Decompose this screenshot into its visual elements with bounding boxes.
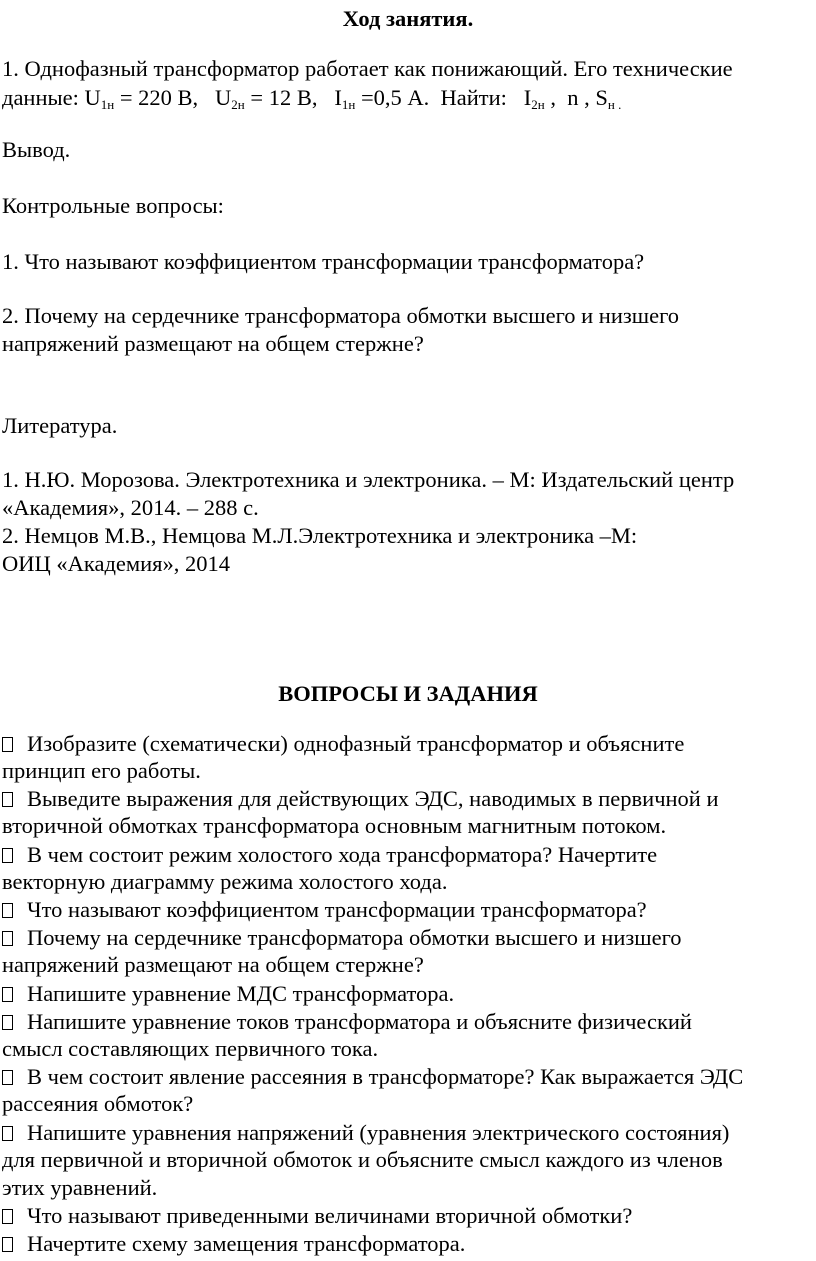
list-item-continuation: вторичной обмотках трансформатора основным магнитным потоком. <box>2 813 667 838</box>
i1-value: =0,5 А. Найти: <box>355 85 524 110</box>
missing-glyph-box-icon <box>2 931 13 946</box>
task-line-2 <box>2 84 621 111</box>
list-item-continuation: векторную диаграмму режима холостого хода. <box>2 869 448 894</box>
list-item: Напишите уравнение токов трансформатора и объясните физический <box>2 1008 692 1035</box>
find-separator: , n , <box>544 85 596 110</box>
i2-subscript: 2н <box>531 97 545 112</box>
missing-glyph-box-icon <box>2 903 13 918</box>
missing-glyph-box-icon <box>2 737 13 752</box>
missing-glyph-box-icon <box>2 1237 13 1252</box>
literature-ref-2-line-2: ОИЦ «Академия», 2014 <box>2 551 231 576</box>
s-symbol: S <box>595 85 608 110</box>
missing-glyph-box-icon <box>2 1209 13 1224</box>
list-item: Почему на сердечнике трансформатора обмотки высшего и низшего <box>2 924 682 951</box>
i1-symbol: I <box>334 85 342 110</box>
u2-subscript: 2н <box>231 97 245 112</box>
literature-ref-1-line-1: 1. Н.Ю. Морозова. Электротехника и электроника. – М: Издательский центр <box>2 467 735 492</box>
missing-glyph-box-icon <box>2 1015 13 1030</box>
u1-value: = 220 В, <box>114 85 216 110</box>
u2-value: = 12 В, <box>244 85 335 110</box>
u1-symbol: U <box>84 85 101 110</box>
list-item: Изобразите (схематически) однофазный трансформатор и объясните <box>2 730 684 757</box>
control-question-1: 1. Что называют коэффициентом трансформации трансформатора? <box>2 249 645 274</box>
control-questions-heading: Контрольные вопросы: <box>2 193 224 218</box>
control-question-2-line-2: напряжений размещают на общем стержне? <box>2 331 424 356</box>
missing-glyph-box-icon <box>2 1070 13 1085</box>
literature-ref-1-line-2: «Академия», 2014. – 288 с. <box>2 495 259 520</box>
i1-subscript: 1н <box>341 97 356 112</box>
list-item: Начертите схему замещения трансформатора. <box>2 1230 465 1257</box>
literature-heading: Литература. <box>2 413 118 438</box>
s-subscript: н . <box>607 97 622 112</box>
missing-glyph-box-icon <box>2 792 13 807</box>
list-item: Напишите уравнения напряжений (уравнения электрического состояния) <box>2 1119 729 1146</box>
list-item-continuation: этих уравнений. <box>2 1175 158 1200</box>
list-item-continuation: для первичной и вторичной обмоток и объясните смысл каждого из членов <box>2 1147 723 1172</box>
missing-glyph-box-icon <box>2 848 13 863</box>
conclusion-label: Вывод. <box>2 137 71 162</box>
list-item: Что называют приведенными величинами вторичной обмотки? <box>2 1202 632 1229</box>
missing-glyph-box-icon <box>2 1126 13 1141</box>
page-title: Ход занятия. <box>342 6 474 31</box>
literature-ref-2-line-1: 2. Немцов М.В., Немцова М.Л.Электротехника и электроника –М: <box>2 523 638 548</box>
list-item: Напишите уравнение МДС трансформатора. <box>2 980 454 1007</box>
questions-heading: ВОПРОСЫ И ЗАДАНИЯ <box>278 681 538 706</box>
list-item-continuation: смысл составляющих первичного тока. <box>2 1036 379 1061</box>
list-item: В чем состоит режим холостого хода трансформатора? Начертите <box>2 841 657 868</box>
list-item: Что называют коэффициентом трансформации трансформатора? <box>2 896 647 923</box>
missing-glyph-box-icon <box>2 987 13 1002</box>
list-item-continuation: рассеяния обмоток? <box>2 1091 194 1116</box>
control-question-2-line-1: 2. Почему на сердечнике трансформатора обмотки высшего и низшего <box>2 303 680 328</box>
u2-symbol: U <box>215 85 232 110</box>
task-line-1: 1. Однофазный трансформатор работает как понижающий. Его технические <box>2 56 733 81</box>
list-item-continuation: напряжений размещают на общем стержне? <box>2 952 424 977</box>
list-item: В чем состоит явление рассеяния в трансформаторе? Как выражается ЭДС <box>2 1063 743 1090</box>
u1-subscript: 1н <box>100 97 115 112</box>
list-item-continuation: принцип его работы. <box>2 758 201 783</box>
list-item: Выведите выражения для действующих ЭДС, наводимых в первичной и <box>2 785 719 812</box>
i2-symbol: I <box>523 85 532 110</box>
task-prefix: данные: <box>2 85 85 110</box>
